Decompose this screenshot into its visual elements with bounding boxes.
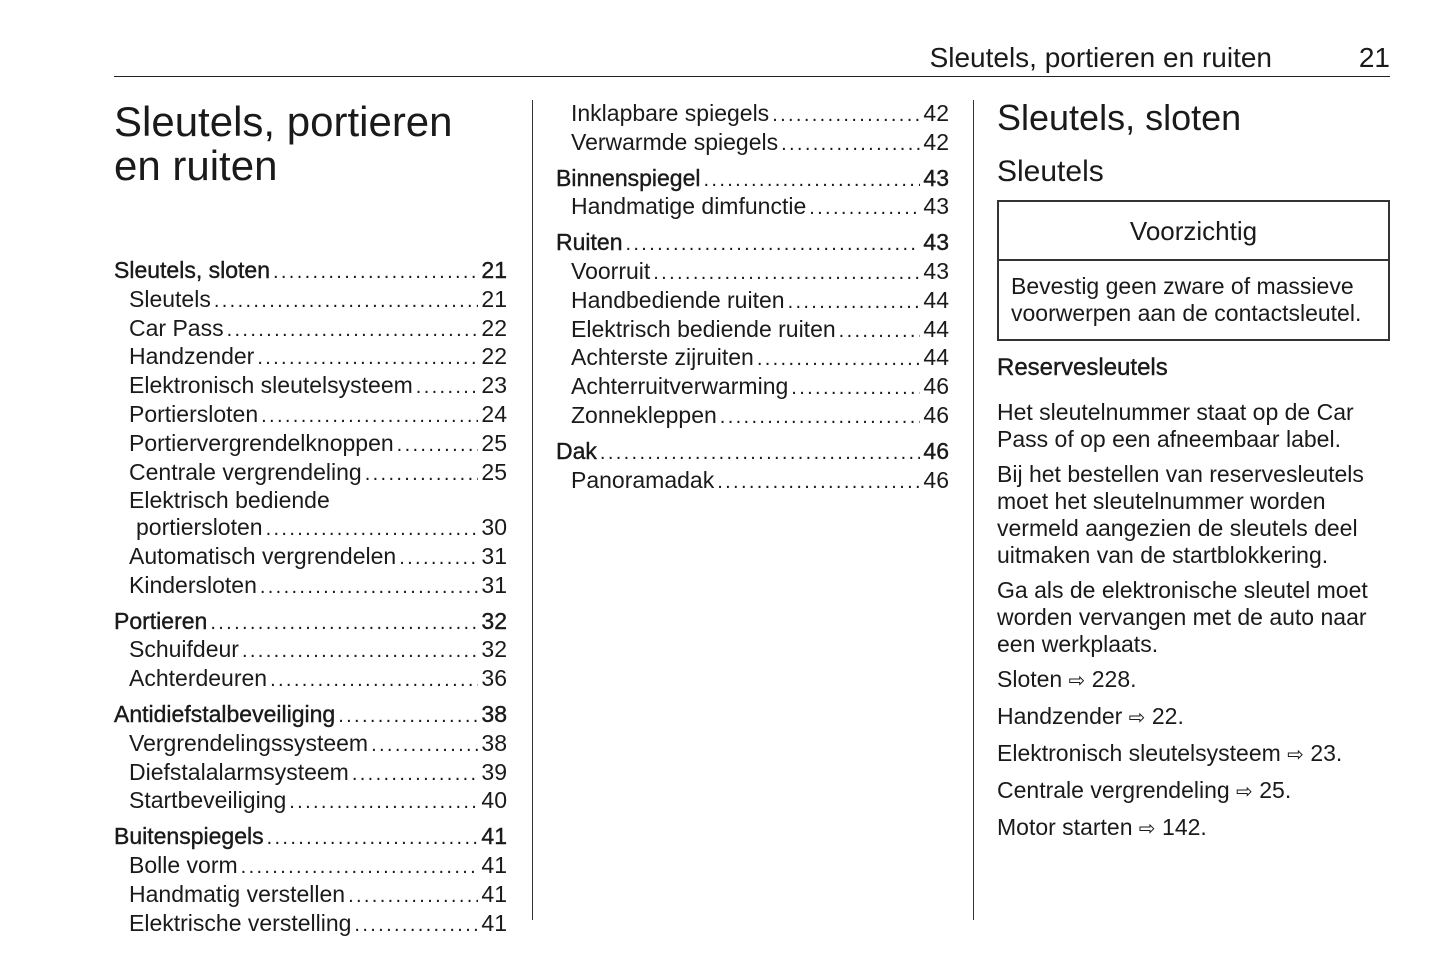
toc-entry-label: Achterdeuren	[129, 665, 268, 692]
toc-entry-page: 21	[481, 285, 507, 312]
toc-entry-label: portiersloten	[136, 514, 263, 541]
dot-leader	[788, 287, 921, 316]
dot-leader	[625, 229, 920, 258]
reference-page: 23.	[1310, 740, 1343, 766]
dot-leader	[261, 401, 478, 430]
toc-entry-label: Binnenspiegel	[556, 164, 701, 191]
toc-entry-label: Inklapbare spiegels	[571, 100, 770, 126]
toc-entry[interactable]	[114, 257, 507, 286]
toc-entry[interactable]	[556, 438, 949, 467]
toc-entry-label: Buitenspiegels	[114, 823, 264, 850]
toc-entry-label: Centrale vergrendeling	[129, 458, 362, 485]
toc-entry-label: Elektrisch bediende ruiten	[571, 315, 836, 342]
toc-entry-page: 22	[481, 343, 507, 370]
toc-entry-label: Sleutels	[129, 285, 211, 312]
table-of-contents-col1	[114, 257, 507, 938]
section-title: Sleutels, sloten	[997, 97, 1242, 138]
caution-text: Bevestig geen zware of massieve voorwerpen aan de contactsleutel.	[1011, 273, 1362, 326]
dot-leader	[266, 514, 479, 543]
toc-entry[interactable]	[556, 467, 949, 496]
toc-entry-page: 43	[923, 193, 949, 220]
arrow-right-icon: ⇨	[1068, 668, 1086, 692]
toc-entry-label: Achterruitverwarming	[571, 373, 789, 400]
arrow-right-icon: ⇨	[1128, 705, 1146, 729]
dot-leader	[399, 543, 478, 572]
dot-leader	[720, 402, 921, 431]
toc-entry-label: Startbeveiliging	[129, 787, 287, 814]
chapter-title-line: en ruiten	[114, 142, 278, 189]
cross-reference[interactable]	[997, 814, 1390, 842]
toc-entry-page: 22	[481, 314, 507, 341]
toc-entry[interactable]	[114, 665, 507, 694]
toc-entry-label: Dak	[556, 437, 597, 464]
cross-reference[interactable]	[997, 740, 1390, 768]
page-number: 21	[1358, 42, 1390, 73]
dot-leader	[242, 636, 478, 665]
toc-entry[interactable]	[556, 373, 949, 402]
toc-entry-page: 42	[923, 100, 949, 126]
toc-entry[interactable]	[556, 287, 949, 316]
dot-leader	[273, 257, 478, 286]
dot-leader	[227, 315, 479, 344]
dot-leader	[704, 165, 921, 194]
caution-box	[997, 200, 1390, 341]
dot-leader	[416, 372, 479, 401]
dot-leader	[241, 852, 479, 881]
arrow-right-icon: ⇨	[1138, 816, 1156, 840]
toc-entry[interactable]	[114, 514, 507, 543]
column-divider	[973, 100, 974, 920]
dot-leader	[371, 730, 478, 759]
chapter-title	[114, 100, 453, 188]
paragraph: Bij het bestellen van reservesleutels moet het sleutelnummer worden vermeld aangezien de sleutels deel uitmaken van de startblokkering.	[997, 461, 1364, 568]
reference-label: Elektronisch sleutelsysteem	[997, 740, 1281, 766]
toc-entry[interactable]	[114, 543, 507, 572]
toc-entry-label: Voorruit	[571, 257, 651, 284]
dot-leader	[839, 316, 921, 345]
toc-entry-label: Handmatig verstellen	[129, 880, 346, 907]
dot-leader	[365, 459, 479, 488]
arrow-right-icon: ⇨	[1236, 779, 1253, 803]
dot-leader	[772, 100, 920, 129]
toc-entry[interactable]	[114, 572, 507, 601]
dot-leader	[267, 823, 479, 852]
toc-entry[interactable]	[556, 344, 949, 373]
toc-entry-page: 41	[481, 909, 507, 936]
toc-entry-label: Achterste zijruiten	[571, 344, 754, 371]
toc-entry-page: 43	[923, 229, 949, 256]
toc-entry-page: 42	[923, 128, 949, 155]
toc-entry-page: 46	[923, 466, 949, 493]
toc-entry-page: 41	[481, 851, 507, 878]
toc-entry-page: 32	[481, 607, 507, 634]
toc-entry-page: 31	[481, 542, 507, 569]
column-divider	[532, 100, 533, 920]
toc-entry[interactable]	[114, 730, 507, 759]
paragraph: Het sleutelnummer staat op de Car Pass of op een afneembaar label.	[997, 399, 1354, 452]
toc-entry-page: 39	[481, 758, 507, 785]
toc-entry[interactable]	[114, 910, 507, 939]
toc-entry-page: 38	[481, 700, 507, 727]
toc-entry[interactable]	[556, 129, 949, 158]
dot-leader	[600, 438, 921, 467]
toc-entry-label: Car Pass	[129, 314, 224, 341]
toc-entry-label: Elektronisch sleutelsysteem	[129, 372, 413, 399]
dot-leader	[260, 572, 479, 601]
caution-heading: Voorzichtig	[999, 202, 1388, 261]
toc-entry[interactable]	[556, 100, 949, 129]
toc-entry[interactable]	[114, 759, 507, 788]
toc-entry-page: 38	[481, 729, 507, 756]
dot-leader	[289, 787, 478, 816]
section-subtitle: Sleutels	[997, 155, 1104, 188]
dot-leader	[354, 910, 478, 939]
dot-leader	[653, 258, 920, 287]
toc-entry[interactable]	[556, 402, 949, 431]
toc-entry[interactable]	[114, 881, 507, 910]
dot-leader	[348, 881, 478, 910]
toc-entry-page: 25	[481, 429, 507, 456]
toc-entry[interactable]	[114, 701, 507, 730]
toc-entry-label: Verwarmde spiegels	[571, 128, 779, 155]
toc-entry-page: 41	[481, 880, 507, 907]
toc-entry[interactable]	[556, 316, 949, 345]
toc-entry-page: 46	[923, 437, 949, 464]
table-of-contents-col2	[556, 100, 949, 495]
toc-entry[interactable]	[114, 487, 507, 514]
toc-entry[interactable]	[114, 459, 507, 488]
toc-entry-label: Handzender	[129, 343, 255, 370]
dot-leader	[338, 701, 478, 730]
toc-entry-page: 30	[481, 514, 507, 541]
dot-leader	[352, 759, 479, 788]
dot-leader	[270, 665, 478, 694]
toc-entry-page: 46	[923, 401, 949, 428]
paragraph: Ga als de elektronische sleutel moet worden vervangen met de auto naar een werkplaats.	[997, 577, 1368, 657]
toc-entry[interactable]	[114, 286, 507, 315]
toc-entry-label: Bolle vorm	[129, 851, 238, 878]
cross-reference[interactable]	[997, 777, 1390, 805]
toc-entry[interactable]	[114, 401, 507, 430]
toc-entry-label: Automatisch vergrendelen	[129, 542, 397, 569]
toc-entry-page: 32	[481, 636, 507, 663]
toc-entry[interactable]	[114, 315, 507, 344]
toc-entry-page: 25	[481, 458, 507, 485]
dot-leader	[397, 430, 479, 459]
toc-entry-label: Elektrisch bediende	[129, 487, 330, 514]
reference-page: 25.	[1259, 777, 1292, 803]
toc-entry-page: 41	[481, 823, 507, 850]
toc-entry-page: 44	[923, 286, 949, 313]
toc-entry-page: 31	[481, 571, 507, 598]
toc-entry-page: 23	[481, 372, 507, 399]
toc-entry-label: Portiervergrendelknoppen	[129, 429, 394, 456]
subsection-heading: Reservesleutels	[997, 354, 1168, 381]
toc-entry-label: Schuifdeur	[129, 636, 239, 663]
page-header	[114, 40, 1390, 77]
reference-label: Motor starten	[997, 814, 1133, 840]
reference-page: 228.	[1091, 666, 1137, 692]
toc-entry[interactable]	[114, 343, 507, 372]
section-column	[997, 96, 1390, 851]
toc-entry-label: Antidiefstalbeveiliging	[114, 700, 336, 727]
toc-entry-label: Handbediende ruiten	[571, 286, 785, 313]
dot-leader	[757, 344, 921, 373]
toc-entry-page: 36	[481, 665, 507, 692]
reference-label: Sloten	[997, 666, 1063, 692]
reference-page: 22.	[1151, 703, 1184, 729]
arrow-right-icon: ⇨	[1287, 742, 1304, 766]
toc-entry[interactable]	[556, 193, 949, 222]
toc-entry-label: Zonnekleppen	[571, 401, 717, 428]
toc-entry-label: Portiersloten	[129, 400, 259, 427]
toc-entry[interactable]	[114, 372, 507, 401]
toc-entry-label: Diefstalalarmsysteem	[129, 758, 349, 785]
toc-entry[interactable]	[114, 636, 507, 665]
toc-entry[interactable]	[114, 787, 507, 816]
dot-leader	[214, 286, 479, 315]
running-header-title: Sleutels, portieren en ruiten	[929, 42, 1272, 73]
toc-entry-label: Elektrische verstelling	[129, 909, 352, 936]
reference-label: Handzender	[997, 703, 1123, 729]
toc-entry[interactable]	[114, 823, 507, 852]
toc-entry[interactable]	[556, 165, 949, 194]
dot-leader	[781, 129, 920, 158]
toc-entry[interactable]	[556, 229, 949, 258]
toc-entry-page: 24	[481, 400, 507, 427]
toc-entry-label: Kindersloten	[129, 571, 257, 598]
toc-entry-page: 43	[923, 257, 949, 284]
dot-leader	[717, 467, 920, 496]
toc-entry-label: Ruiten	[556, 229, 623, 256]
dot-leader	[257, 343, 478, 372]
dot-leader	[210, 608, 478, 637]
toc-entry-label: Sleutels, sloten	[114, 257, 270, 283]
toc-entry-label: Handmatige dimfunctie	[571, 193, 807, 220]
toc-entry-page: 46	[923, 373, 949, 400]
toc-entry[interactable]	[114, 608, 507, 637]
toc-entry-label: Panoramadak	[571, 466, 715, 493]
chapter-title-line: Sleutels, portieren	[114, 98, 453, 145]
toc-entry-page: 21	[481, 257, 507, 283]
toc-entry-page: 44	[923, 315, 949, 342]
toc-entry-label: Portieren	[114, 607, 208, 634]
toc-entry[interactable]	[556, 258, 949, 287]
toc-entry[interactable]	[114, 852, 507, 881]
toc-entry-label: Vergrendelingssysteem	[129, 729, 369, 756]
toc-entry-page: 44	[923, 344, 949, 371]
cross-reference[interactable]	[997, 666, 1390, 694]
toc-entry[interactable]	[114, 430, 507, 459]
reference-label: Centrale vergrendeling	[997, 777, 1230, 803]
dot-leader	[809, 193, 920, 222]
reference-page: 142.	[1162, 814, 1207, 840]
toc-entry-page: 43	[923, 164, 949, 191]
toc-entry-page: 40	[481, 787, 507, 814]
cross-reference[interactable]	[997, 703, 1390, 731]
dot-leader	[791, 373, 920, 402]
